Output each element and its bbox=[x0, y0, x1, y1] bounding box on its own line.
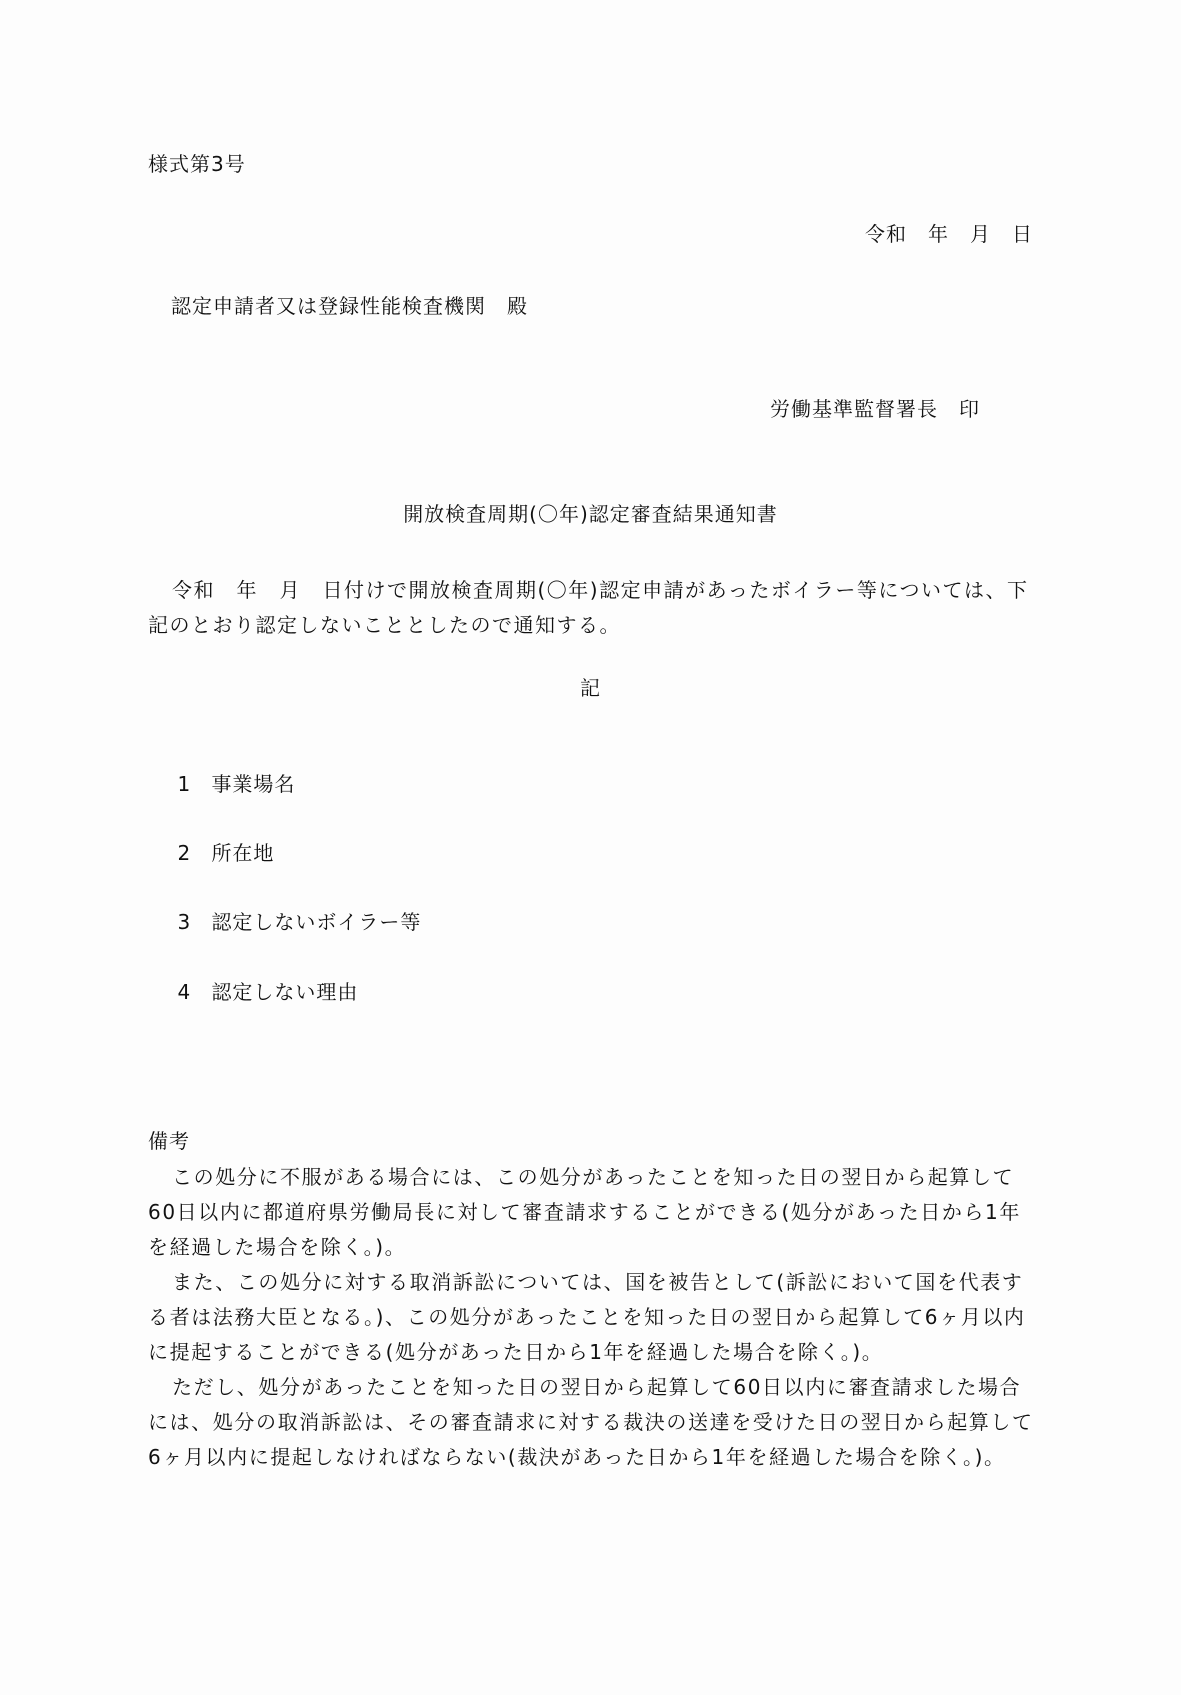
document-title: 開放検査周期(〇年)認定審査結果通知書 bbox=[403, 502, 778, 526]
remarks-paragraph: この処分に不服がある場合には、この処分があったことを知った日の翌日から起算して60日以内に都道府県労働局長に対して審査請求することができる(処分があった日から1年を経過した場合を除く。)。 bbox=[148, 1165, 1021, 1259]
list-item bbox=[148, 886, 421, 958]
remarks-heading: 備考 bbox=[148, 1129, 190, 1153]
intro-paragraph: 令和 年 月 日付けで開放検査周期(〇年)認定申請があったボイラー等については、下記のとおり認定しないこととしたので通知する。 bbox=[148, 578, 1029, 637]
list-item bbox=[148, 956, 358, 1028]
item-label: 認定しないボイラー等 bbox=[211, 910, 422, 934]
item-number: 1 bbox=[177, 772, 192, 796]
item-number: 4 bbox=[177, 980, 192, 1004]
intro-paragraph-block bbox=[148, 573, 1038, 643]
remarks-paragraph: また、この処分に対する取消訴訟については、国を被告として(訴訟において国を代表する者は法務大臣となる。)、この処分があったことを知った日の翌日から起算して6ヶ月以内に提起することができる(処分があった日から1年を経過した場合を除く。)。 bbox=[148, 1270, 1026, 1364]
item-number: 2 bbox=[177, 841, 192, 865]
issuer-signature: 労働基準監督署長 印 bbox=[770, 397, 980, 421]
item-label: 事業場名 bbox=[211, 772, 296, 796]
remarks-paragraph: ただし、処分があったことを知った日の翌日から起算して60日以内に審査請求した場合には、処分の取消訴訟は、その審査請求に対する裁決の送達を受けた日の翌日から起算して6ヶ月以内に提起しなければならない(裁決があった日から1年を経過した場合を除く。)。 bbox=[148, 1375, 1034, 1469]
item-number: 3 bbox=[177, 910, 192, 934]
item-label: 認定しない理由 bbox=[211, 980, 359, 1004]
addressee: 認定申請者又は登録性能検査機関 殿 bbox=[171, 294, 528, 318]
item-label: 所在地 bbox=[211, 841, 275, 865]
ki-heading: 記 bbox=[580, 676, 601, 700]
remarks-block bbox=[148, 1160, 1040, 1475]
list-item bbox=[148, 748, 295, 820]
list-item bbox=[148, 817, 274, 889]
issue-date: 令和 年 月 日 bbox=[865, 222, 1033, 246]
form-number: 様式第3号 bbox=[148, 152, 246, 176]
